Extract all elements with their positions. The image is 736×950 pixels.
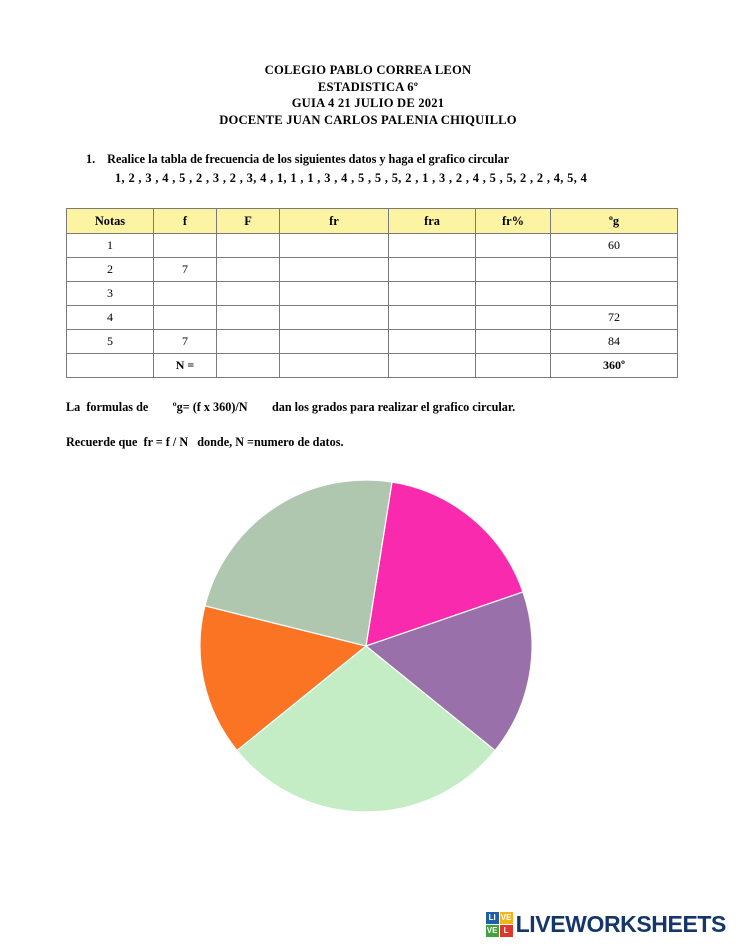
cell-notas: 2 [67, 258, 154, 282]
cell-fr[interactable] [280, 234, 389, 258]
cell-fra[interactable] [389, 282, 476, 306]
task-block [0, 152, 736, 186]
cell-frpct[interactable] [476, 330, 551, 354]
cell-fr[interactable] [280, 306, 389, 330]
subject-line: ESTADISTICA 6º [317, 79, 419, 94]
task-instruction: Realice la tabla de frecuencia de los siguientes datos y haga el grafico circular [107, 152, 510, 167]
table-total-row [67, 354, 678, 378]
frequency-table [66, 208, 678, 378]
cell-fr[interactable] [280, 330, 389, 354]
cell-frpct[interactable] [476, 282, 551, 306]
table-header-row [67, 209, 678, 234]
cell-frpct-total[interactable] [476, 354, 551, 378]
logo-tile-l: L [500, 925, 513, 937]
cell-f[interactable] [154, 282, 217, 306]
logo-tile-li: LI [486, 912, 499, 924]
cell-fr[interactable] [280, 282, 389, 306]
logo-tile-ve: VE [500, 913, 512, 922]
cell-grados[interactable] [551, 282, 678, 306]
cell-f[interactable] [154, 306, 217, 330]
logo-tile-ve2: VE [486, 926, 498, 935]
th-grados: ºg [551, 209, 678, 234]
th-notas: Notas [67, 209, 154, 234]
table-row [67, 234, 678, 258]
cell-grados[interactable] [551, 258, 678, 282]
cell-f[interactable]: 7 [154, 330, 217, 354]
th-fr: fr [280, 209, 389, 234]
task-instruction-row [86, 152, 696, 167]
cell-notas: 5 [67, 330, 154, 354]
cell-F[interactable] [217, 330, 280, 354]
cell-frpct[interactable] [476, 258, 551, 282]
liveworksheets-logo [486, 911, 726, 938]
frequency-table-wrapper [66, 208, 670, 378]
table-row [67, 330, 678, 354]
school-name: COLEGIO PABLO CORREA LEON [264, 63, 472, 77]
cell-fra[interactable] [389, 258, 476, 282]
logo-tiles-icon [486, 912, 513, 937]
document-header [0, 0, 736, 128]
table-row [67, 306, 678, 330]
teacher-name: DOCENTE JUAN CARLOS PALENIA CHIQUILLO [219, 112, 517, 127]
cell-grados[interactable]: 84 [551, 330, 678, 354]
cell-fra-total[interactable] [389, 354, 476, 378]
formula-notes [0, 400, 736, 450]
cell-F[interactable] [217, 234, 280, 258]
cell-fr[interactable] [280, 258, 389, 282]
cell-fra[interactable] [389, 234, 476, 258]
pie-chart [196, 470, 541, 820]
cell-F-total[interactable] [217, 354, 280, 378]
cell-fra[interactable] [389, 306, 476, 330]
cell-frpct[interactable] [476, 306, 551, 330]
cell-F[interactable] [217, 282, 280, 306]
cell-frpct[interactable] [476, 234, 551, 258]
cell-F[interactable] [217, 306, 280, 330]
table-row [67, 258, 678, 282]
pie-chart-area [0, 470, 736, 830]
formula-relative-frequency: Recuerde que fr = f / N donde, N =numero de datos. [66, 435, 344, 450]
cell-fr-total[interactable] [280, 354, 389, 378]
logo-wordmark: LIVEWORKSHEETS [515, 911, 726, 937]
th-F: F [217, 209, 280, 234]
task-data-sequence: 1, 2 , 3 , 4 , 5 , 2 , 3 , 2 , 3, 4 , 1, 1 , 1 , 3 , 4 , 5 , 5 , 5, 2 , 1 , 3 , 2 , 4 , 5 , 5, 2 , 2 , 4, 5, 4 [115, 171, 588, 186]
formula-degrees: La formulas de ºg= (f x 360)/N dan los grados para realizar el grafico circular. [66, 400, 516, 415]
guide-date-line: GUIA 4 21 JULIO DE 2021 [291, 96, 445, 111]
table-row [67, 282, 678, 306]
task-number: 1. [86, 152, 96, 167]
cell-f[interactable]: 7 [154, 258, 217, 282]
cell-n-equals[interactable]: N = [154, 354, 217, 378]
cell-fra[interactable] [389, 330, 476, 354]
th-frpct: fr% [476, 209, 551, 234]
cell-notas: 3 [67, 282, 154, 306]
cell-f[interactable] [154, 234, 217, 258]
th-fra: fra [389, 209, 476, 234]
cell-notas: 1 [67, 234, 154, 258]
cell-notas: 4 [67, 306, 154, 330]
cell-F[interactable] [217, 258, 280, 282]
cell-grados-total: 360º [551, 354, 678, 378]
cell-notas-total [67, 354, 154, 378]
th-f: f [154, 209, 217, 234]
cell-grados[interactable]: 60 [551, 234, 678, 258]
cell-grados[interactable]: 72 [551, 306, 678, 330]
